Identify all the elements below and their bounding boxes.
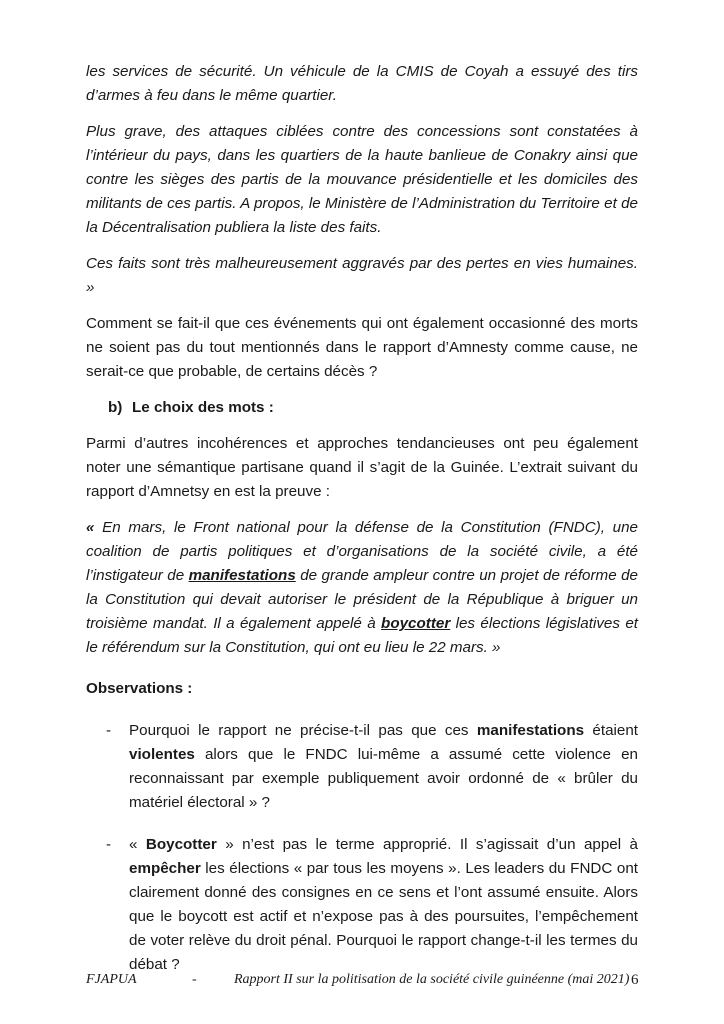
list-dash: - <box>106 836 112 853</box>
question-paragraph: Comment se fait-il que ces événements qui ont également occasionné des morts ne soient pas du tout mentionnés dans le rapport d’Amnesty comme cause, ne serait-ce que probable, de certains décès ? <box>86 315 638 380</box>
page-number: 6 <box>631 972 639 988</box>
list-text-2: » n’est pas le terme approprié. Il s’agissait d’un appel à <box>216 836 638 853</box>
list-text-1: « <box>129 836 146 853</box>
footer-report-title: Rapport II sur la politisation de la société civile guinéenne (mai 2021) <box>234 972 630 987</box>
page-body <box>86 60 638 977</box>
quoted-paragraph-1: les services de sécurité. Un véhicule de la CMIS de Coyah a essuyé des tirs d’armes à feu dans le même quartier. <box>86 63 638 104</box>
list-item <box>86 833 638 977</box>
list-text-2: étaient <box>584 722 639 739</box>
list-text-1: Pourquoi le rapport ne précise-t-il pas que ces <box>129 722 477 739</box>
observations-heading: Observations : <box>86 680 193 697</box>
list-item <box>86 719 638 815</box>
quoted-paragraph-3: Ces faits sont très malheureusement aggravés par des pertes en vies humaines. » <box>86 255 638 296</box>
section-heading-b <box>86 396 638 420</box>
section-title: Le choix des mots : <box>132 399 274 416</box>
amnesty-quote <box>86 516 638 660</box>
quote-text-1: En mars, le Front national pour la défense de la Constitution (FNDC), une coalition de partis politiques et d’organisations de la société civile, a été l’instigateur de <box>86 519 638 584</box>
observations-list <box>86 719 638 977</box>
list-bold-1: manifestations <box>476 722 585 739</box>
quoted-paragraph-2: Plus grave, des attaques ciblées contre des concessions sont constatées à l’intérieur du pays, dans les quartiers de la haute banlieue de Conakry ainsi que contre les sièges des partis de la mouvance présidentielle et les domiciles des militants de ces partis. A propos, le Ministère de l’Administration du Territoire et de la Décentralisation publiera la liste des faits. <box>86 123 638 236</box>
quote-keyword-boycotter: boycotter <box>381 615 451 632</box>
list-bold-1: Boycotter <box>145 836 217 853</box>
quote-text-2: de grande ampleur contre un projet de réforme de la Constitution qui devait autoriser le président de la République à briguer un troisième mandat. Il a également appelé à <box>86 567 638 632</box>
footer-separator: - <box>192 972 197 987</box>
list-bold-2: violentes <box>129 746 195 763</box>
section-number: b) <box>108 399 123 416</box>
quote-keyword-manifestations: manifestations <box>188 567 296 584</box>
list-text-3: alors que le FNDC lui-même a assumé cette violence en reconnaissant par exemple publiquement avoir ordonné de « brûler du matériel électoral » ? <box>129 746 638 811</box>
footer-organization: FJAPUA <box>86 972 137 987</box>
quote-open-mark: « <box>86 519 95 536</box>
list-text-3: les élections « par tous les moyens ». Les leaders du FNDC ont clairement donné des consignes en ce sens et l’ont assumé ensuite. Alors que le boycott est actif et n’expose pas à des poursuites, l’empêchement de voter relève du droit pénal. Pourquoi le rapport change-t-il les termes du débat ? <box>129 860 638 973</box>
intro-paragraph: Parmi d’autres incohérences et approches tendancieuses ont peu également noter une sémantique partisane quand il s’agit de la Guinée. L’extrait suivant du rapport d’Amnetsy en est la preuve : <box>86 435 638 500</box>
list-dash: - <box>106 722 112 739</box>
list-bold-2: empêcher <box>129 860 201 877</box>
quote-text-3: les élections législatives et le référendum sur la Constitution, qui ont eu lieu le 22 mars. » <box>86 615 639 656</box>
